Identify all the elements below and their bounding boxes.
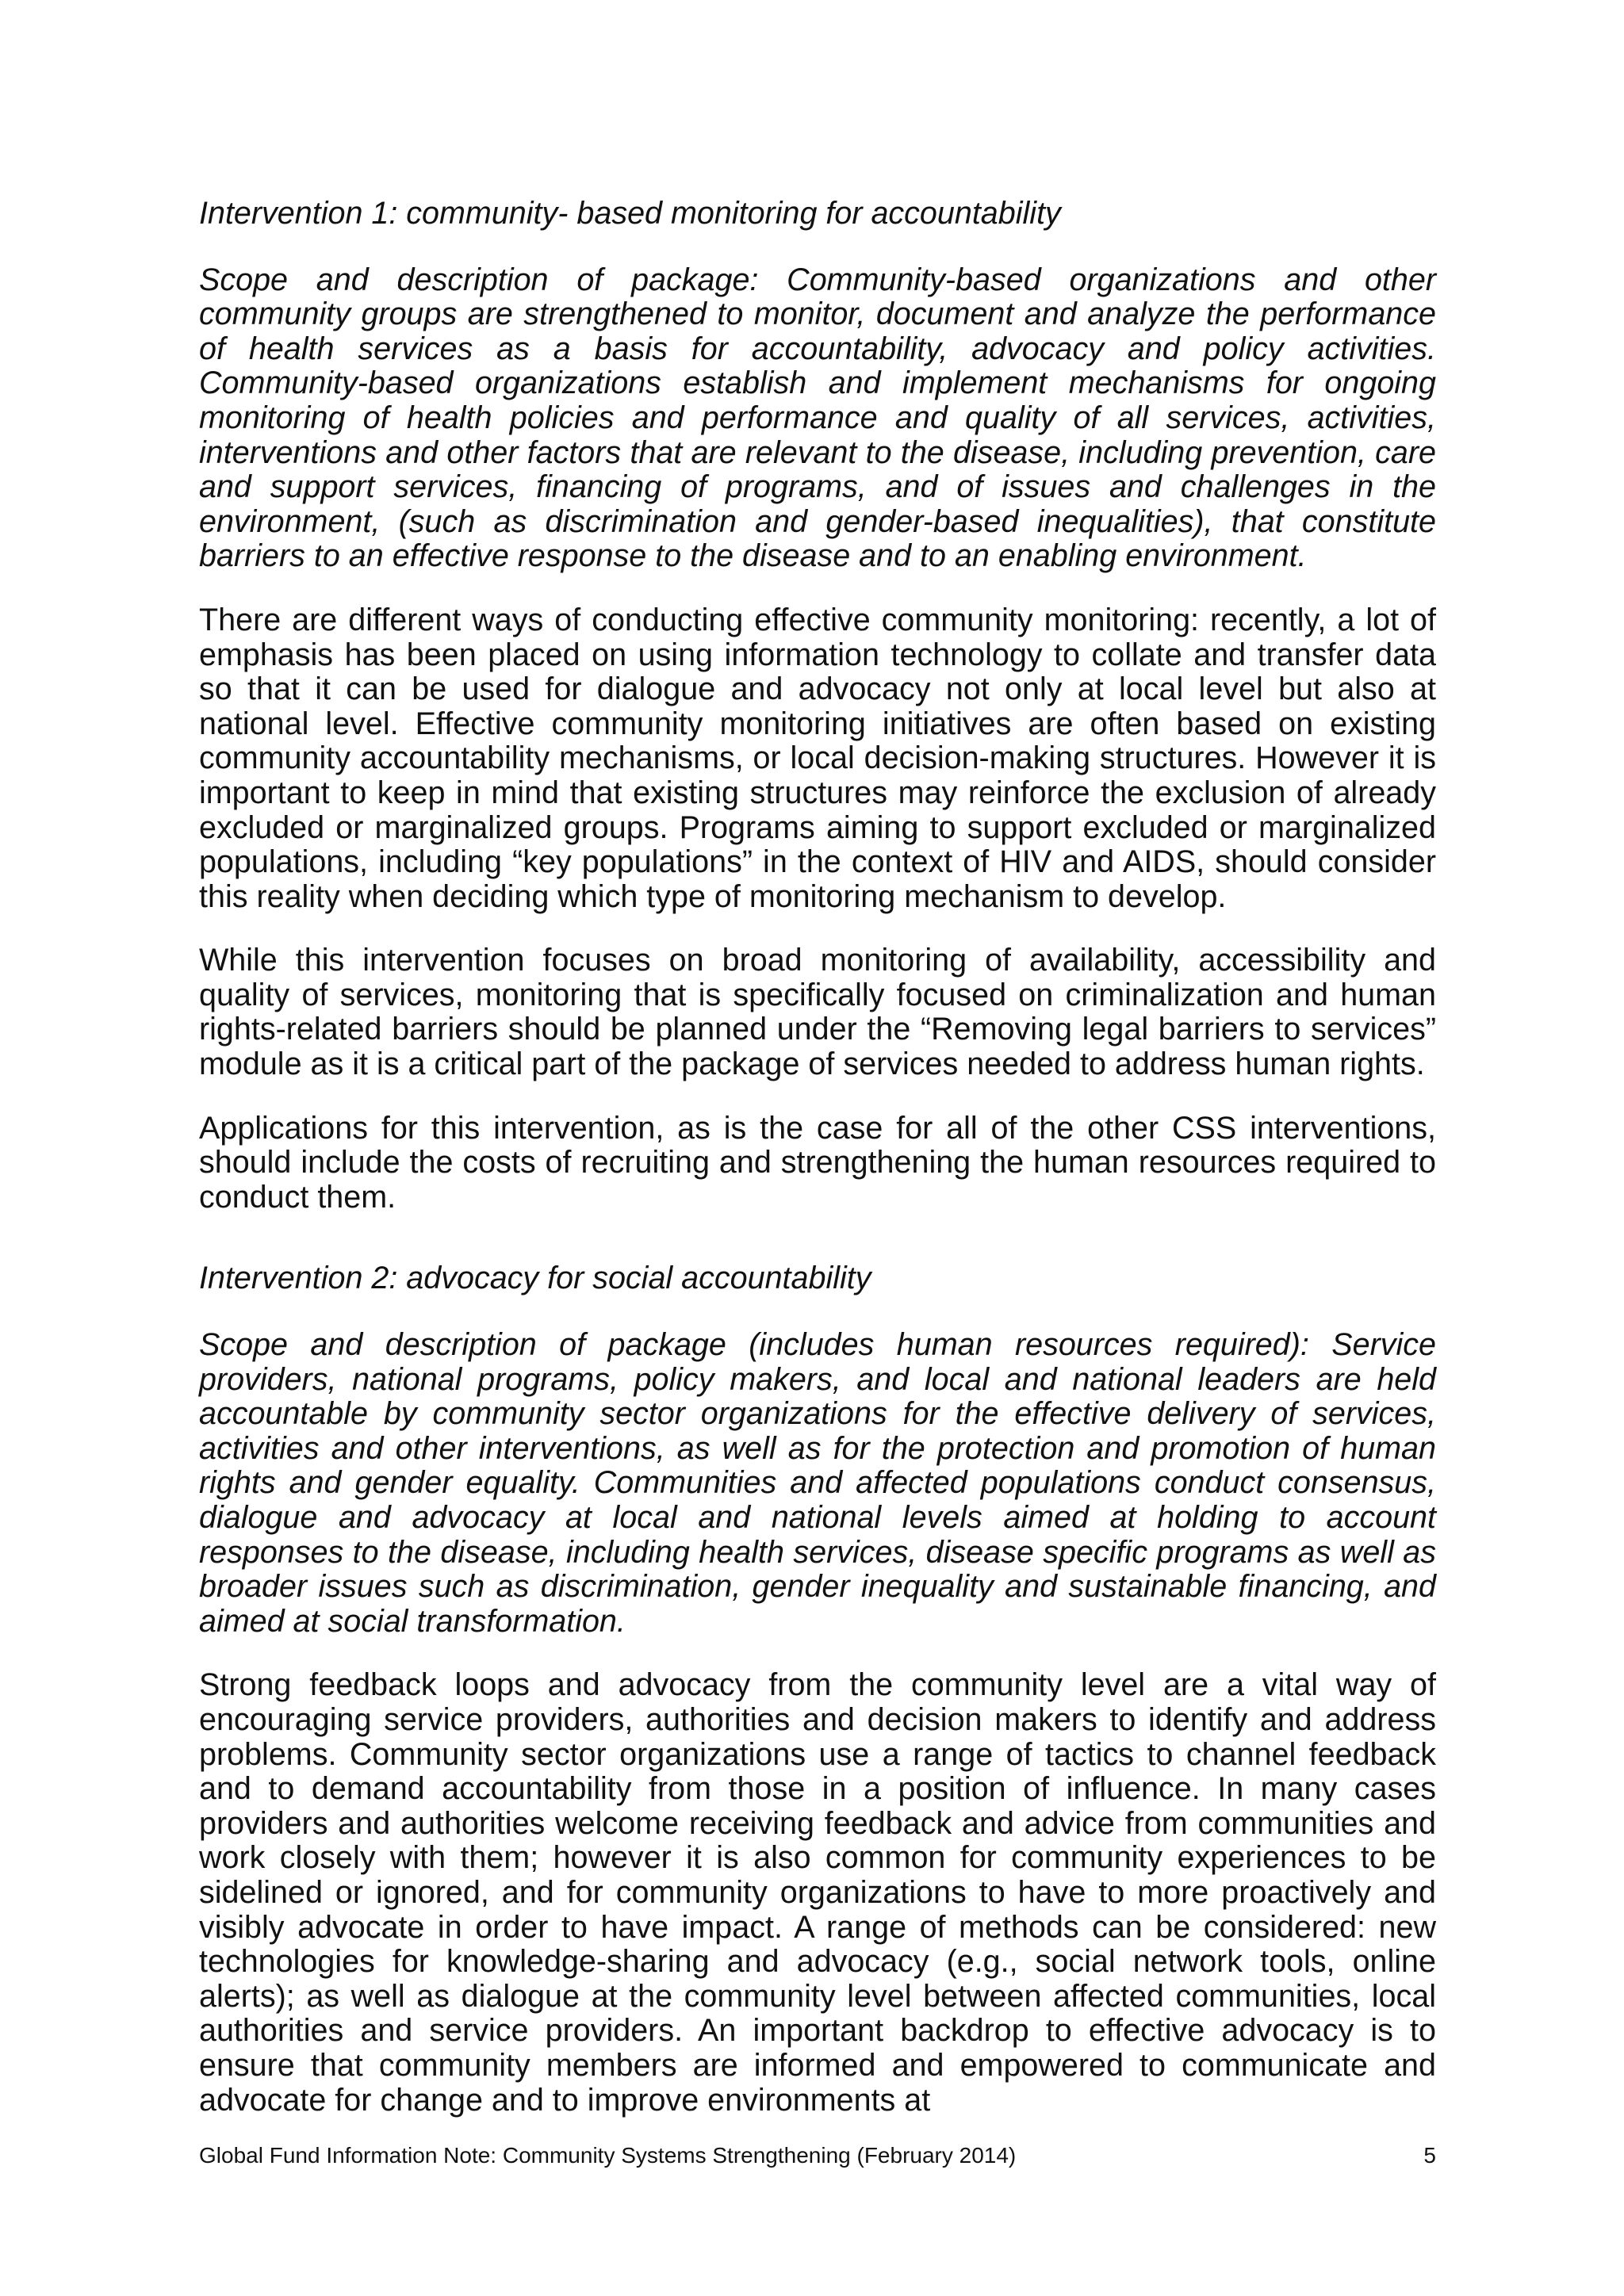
intervention-1-paragraph: While this intervention focuses on broad monitoring of availability, accessibility and quality of services, monitoring that is specifically focused on criminalization and human rights-related barriers should be planned under the “Removing legal barriers to services” module as it is a critical part of the package of services needed to address human rights.	[199, 943, 1436, 1082]
intervention-1-scope-paragraph: Scope and description of package: Community-based organizations and other community groups are strengthened to monitor, document and analyze the performance of health services as a basis for accountability, advocacy and policy activities. Community-based organizations establish and implement mechanisms for ongoing monitoring of health policies and performance and quality of all services, activities, interventions and other factors that are relevant to the disease, including prevention, care and support services, financing of programs, and of issues and challenges in the environment, (such as discrimination and gender-based inequalities), that constitute barriers to an effective response to the disease and to an enabling environment.	[199, 262, 1436, 574]
intervention-2-paragraph: Strong feedback loops and advocacy from the community level are a vital way of encouraging service providers, authorities and decision makers to identify and address problems. Community sector organizations use a range of tactics to channel feedback and to demand accountability from those in a position of influence. In many cases providers and authorities welcome receiving feedback and advice from communities and work closely with them; however it is also common for community experiences to be sidelined or ignored, and for community organizations to have to more proactively and visibly advocate in order to have impact. A range of methods can be considered: new technologies for knowledge-sharing and advocacy (e.g., social network tools, online alerts); as well as dialogue at the community level between affected communities, local authorities and service providers. An important backdrop to effective advocacy is to ensure that community members are informed and empowered to communicate and advocate for change and to improve environments at	[199, 1667, 1436, 2118]
page-body	[199, 197, 1436, 2118]
intervention-1-paragraph: There are different ways of conducting effective community monitoring: recently, a lot of emphasis has been placed on using information technology to collate and transfer data so that it can be used for dialogue and advocacy not only at local level but also at national level. Effective community monitoring initiatives are often based on existing community accountability mechanisms, or local decision-making structures. However it is important to keep in mind that existing structures may reinforce the exclusion of already excluded or marginalized groups. Programs aiming to support excluded or marginalized populations, including “key populations” in the context of HIV and AIDS, should consider this reality when deciding which type of monitoring mechanism to develop.	[199, 602, 1436, 914]
intervention-2-heading: Intervention 2: advocacy for social accountability	[199, 1261, 871, 1296]
intervention-2-scope-paragraph: Scope and description of package (includes human resources required): Service providers, national programs, policy makers, and local and national leaders are held accountable by community sector organizations for the effective delivery of services, activities and other interventions, as well as for the protection and promotion of human rights and gender equality. Communities and affected populations conduct consensus, dialogue and advocacy at local and national levels aimed at holding to account responses to the disease, including health services, disease specific programs as well as broader issues such as discrimination, gender inequality and sustainable financing, and aimed at social transformation.	[199, 1327, 1436, 1639]
intervention-1-paragraph: Applications for this intervention, as is the case for all of the other CSS interventions, should include the costs of recruiting and strengthening the human resources required to conduct them.	[199, 1110, 1436, 1215]
page-number: 5	[1423, 2143, 1436, 2168]
footer-document-title: Global Fund Information Note: Community Systems Strengthening (February 2014)	[199, 2143, 1017, 2168]
intervention-1-heading: Intervention 1: community- based monitoring for accountability	[199, 196, 1061, 231]
